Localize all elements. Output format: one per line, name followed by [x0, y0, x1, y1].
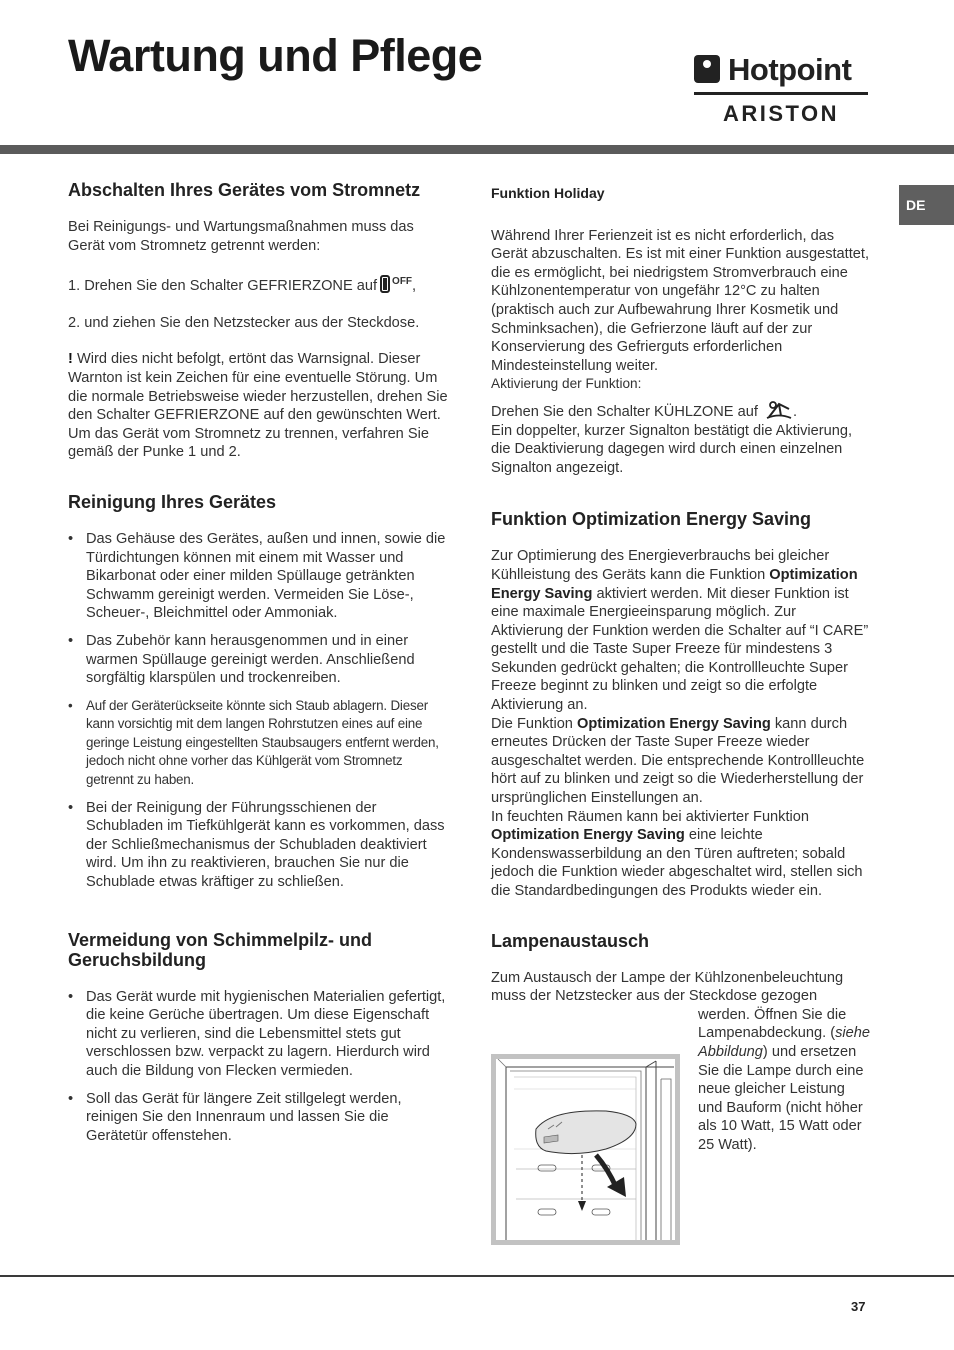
holiday-activation-label: Aktivierung der Funktion:	[491, 376, 642, 392]
holiday-description: Während Ihrer Ferienzeit ist es nicht erforderlich, das Gerät abzuschalten. Es ist mit einer Funktion ausgestattet, die es ermöglicht, bei niedrigstem Stromverbrauch eine Kühlzonentemperatur von ungefähr 12°C zu halten (praktisch auch zur Aufbewahrung Ihrer Kosmetik und Schminksachen), die Gefrierzone läuft auf der zur Konservierung des Gefrierguts erforderlichen Mindesteinstellung weiter.	[491, 227, 870, 374]
cleaning-list	[68, 530, 448, 892]
fridge-lamp-drawing	[496, 1059, 675, 1240]
energy-function-name: Optimization Energy Saving	[577, 715, 771, 732]
section-title-disconnect: Abschalten Ihres Gerätes vom Stromnetz	[68, 180, 421, 200]
page-title: Wartung und Pflege	[68, 30, 483, 81]
energy-function-name: Optimization Energy Saving	[491, 827, 685, 844]
mold-list	[68, 988, 448, 1146]
section-title-cleaning: Reinigung Ihres Gerätes	[68, 491, 277, 512]
energy-function-name: Optimization Energy Saving	[491, 566, 858, 602]
energy-paragraph-2: Die Funktion Optimization Energy Saving kann durch erneutes Drücken der Taste Super Freeze wieder ausgeschaltet werden. Die entsprechende Kontrollleuchte hört auf zu blinken und zeigt so die Wiederherstellung der ursprünglichen Einstellungen an.	[491, 715, 865, 807]
holiday-icon	[765, 400, 793, 420]
disconnect-step-2: 2. und ziehen Sie den Netzstecker aus der Steckdose.	[68, 314, 420, 331]
page-number: 37	[851, 1299, 866, 1314]
warning-icon: !	[68, 351, 73, 368]
disconnect-step-1: 1. Drehen Sie den Schalter GEFRIERZONE auf $^{OFF}$,	[68, 276, 417, 295]
section-title-energy: Funktion Optimization Energy Saving	[491, 509, 812, 530]
brand-logo	[694, 52, 868, 128]
left-column	[68, 180, 448, 1154]
brand-rule	[694, 92, 868, 95]
section-title-holiday: Funktion Holiday	[491, 185, 605, 201]
warning-paragraph: ! Wird dies nicht befolgt, ertönt das Warnsignal. Dieser Warnton ist kein Zeichen für eine eventuelle Störung. Um die normale Betriebsweise wieder herzustellen, drehen Sie den Schalter GEFRIERZONE auf den gewünschten Wert. Um das Gerät vom Stromnetz zu trennen, verfahren Sie gemäß der Punke 1 und 2.	[68, 351, 448, 461]
list-item: • Das Gehäuse des Gerätes, außen und innen, sowie die Türdichtungen können mit einem mit Wasser und Bikarbonat oder einer milden Spüllauge getränkten Schwamm gereinigt werden. Vermeiden Sie Löse-, Scheuer-, Bleichmittel oder Ammoniak.	[68, 530, 448, 623]
list-item: • Bei der Reinigung der Führungsschienen der Schubladen im Tiefkühlgerät kann es vorkommen, dass der Schließmechanismus der Schubladen deaktiviert wird. Um ihn zu reaktivieren, brauchen Sie nur die Schublade etwas kräftiger zu schließen.	[68, 799, 448, 892]
energy-paragraph-1: Zur Optimierung des Energieverbrauchs bei gleicher Kühlleistung des Geräts kann die Funktion Optimization Energy Saving aktiviert werden. Mit dieser Funktion ist eine maximale Energieeinsparung möglich. Zur Aktivierung der Funktion werden die Schalter auf “I CARE” gestellt und die Taste Super Freeze für mindestens 3 Sekunden gedrückt gehalten; die Kontrollleuchte Super Freeze beginnt zu blinken und zeigt so die erfolgte Aktivierung an.	[491, 548, 869, 714]
header-divider	[0, 145, 954, 154]
section-title-mold: Vermeidung von Schimmelpilz- und Geruchsbildung	[68, 929, 373, 970]
right-column	[491, 184, 871, 1201]
brand-sub: ARISTON	[722, 101, 840, 126]
section-title-lamp: Lampenaustausch	[491, 930, 650, 951]
brand-name: Hotpoint	[728, 51, 852, 87]
holiday-instructions: Drehen Sie den Schalter KÜHLZONE auf . Ein doppelter, kurzer Signalton bestätigt die Aktivierung, die Deaktivierung dagegen wird durch einen einzelnen Signalton angezeigt.	[491, 400, 871, 477]
energy-paragraph-3: In feuchten Räumen kann bei aktivierter Funktion Optimization Energy Saving eine leichte Kondenswasserbildung an den Türen auftreten; sobald jedoch die Funktion wieder abgeschaltet wird, stellen sich die Standardbedingungen des Produkts wieder ein.	[491, 808, 863, 899]
language-tab: DE	[899, 185, 954, 225]
list-item: • Auf der Geräterückseite könnte sich Staub ablagern. Dieser kann vorsichtig mit dem langen Rohrstutzen eines auf eine geringe Leistung eingestellten Staubsaugers entfernt werden, jedoch nicht ohne vorher das Kühlgerät vom Stromnetz getrennt zu haben.	[68, 697, 448, 790]
brand-mark-icon	[694, 55, 720, 83]
switch-off-icon	[380, 275, 390, 293]
list-item: • Das Zubehör kann herausgenommen und in einer warmen Spüllauge gereinigt werden. Anschließend sorgfältig klarspülen und trockenreiben.	[68, 632, 448, 688]
list-item: • Soll das Gerät für längere Zeit stillgelegt werden, reinigen Sie den Innenraum und lassen Sie die Gerätetür offenstehen.	[68, 1090, 448, 1146]
disconnect-intro: Bei Reinigungs- und Wartungsmaßnahmen muss das Gerät vom Stromnetz getrennt werden:	[68, 219, 414, 254]
footer-divider	[0, 1275, 954, 1277]
lamp-replacement-illustration	[491, 1054, 680, 1245]
off-label: OFF	[392, 276, 413, 288]
list-item: • Das Gerät wurde mit hygienischen Materialien gefertigt, die keine Gerüche übertragen. Um diese Eigenschaft nicht zu verlieren, sind die Lebensmittel stets gut verschlossen bzw. verpackt zu lagern. Hierdurch wird auch die Bildung von Flecken vermieden.	[68, 988, 448, 1081]
lamp-instructions: Zum Austausch der Lampe der Kühlzonenbeleuchtung muss der Netzstecker aus der Steckdose gezogen werden. Öffnen Sie die Lampenabdeckung. (siehe Abbildung) und ersetzen Sie die Lampe durch eine neue gleicher Leistung und Bauform (nicht höher als 10 Watt, 15 Watt oder 25 Watt).	[491, 969, 871, 1155]
